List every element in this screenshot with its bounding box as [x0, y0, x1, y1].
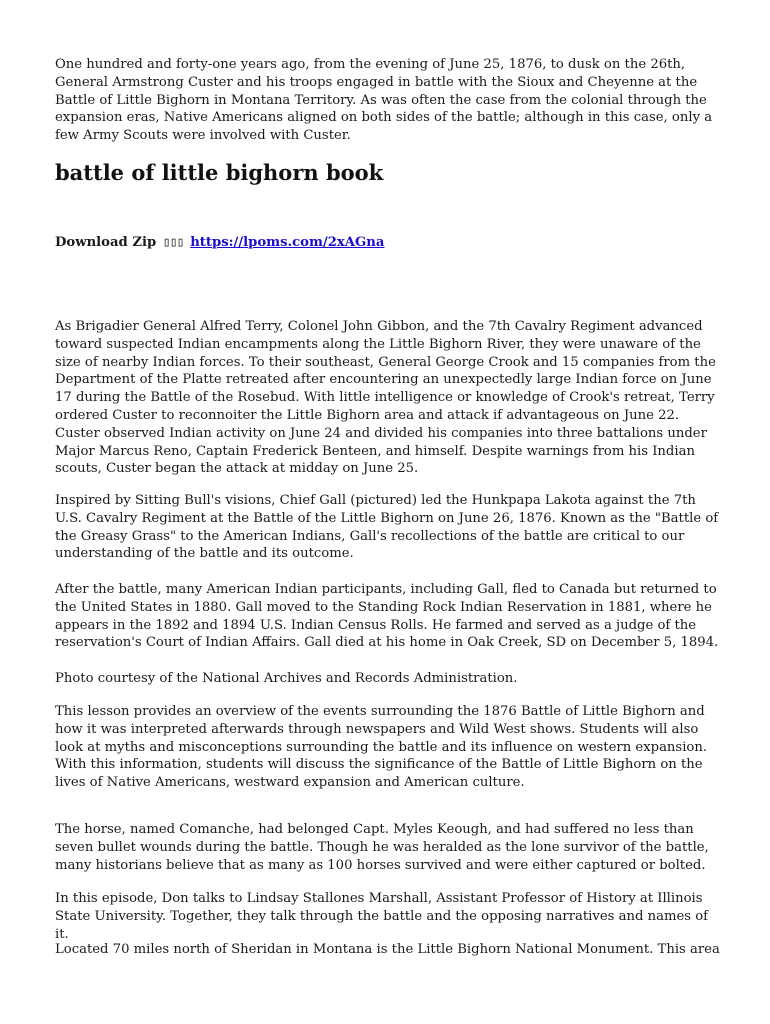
- download-link[interactable]: https://lpoms.com/2xAGna: [190, 235, 385, 250]
- page-title: battle of little bighorn book: [55, 160, 384, 185]
- paragraph-2: Inspired by Sitting Bull's visions, Chief Gall (pictured) led the Hunkpapa Lakota against the 7th U.S. Cavalry Regiment at the Battle of the Little Bighorn on June 26, 1876. Known as the "Battle of the Greasy Grass" to the American Indians, Gall's recollections of the battle are critical to our understanding of the battle and its outcome.: [55, 493, 719, 562]
- download-glyphs: ▯▯▯: [162, 235, 184, 250]
- paragraph-3: After the battle, many American Indian participants, including Gall, fled to Canada but returned to the United States in 1880. Gall moved to the Standing Rock Indian Reservation in 1881, where he appears in the 1892 and 1894 U.S. Indian Census Rolls. He farmed and served as a judge of the reservation's Court of Indian Affairs. Gall died at his home in Oak Creek, SD on December 5, 1894.: [55, 582, 719, 651]
- paragraph-7: In this episode, Don talks to Lindsay Stallones Marshall, Assistant Professor of History at Illinois State University. Together, they talk through the battle and the opposing narratives and names of it.: [55, 891, 709, 942]
- paragraph-1: As Brigadier General Alfred Terry, Colonel John Gibbon, and the 7th Cavalry Regiment advanced toward suspected Indian encampments along the Little Bighorn River, they were unaware of the size of nearby Indian forces. To their southeast, General George Crook and 15 companies from the Department of the Platte retreated after encountering an unexpectedly large Indian force on June 17 during the Battle of the Rosebud. With little intelligence or knowledge of Crook's retreat, Terry ordered Custer to reconnoiter the Little Bighorn area and attack if advantageous on June 22. Custer observed Indian activity on June 24 and divided his companies into three battalions under Major Marcus Reno, Captain Frederick Benteen, and himself. Despite warnings from his Indian scouts, Custer began the attack at midday on June 25.: [55, 319, 716, 477]
- paragraph-5: This lesson provides an overview of the events surrounding the 1876 Battle of Little Bighorn and how it was interpreted afterwards through newspapers and Wild West shows. Students will also look at myths and misconceptions surrounding the battle and its influence on western expansion. With this information, students will discuss the significance of the Battle of Little Bighorn on the lives of Native Americans, westward expansion and American culture.: [55, 704, 708, 791]
- download-line: [55, 234, 384, 252]
- intro-paragraph: One hundred and forty-one years ago, from the evening of June 25, 1876, to dusk on the 26th, General Armstrong Custer and his troops engaged in battle with the Sioux and Cheyenne at the Battle of Little Bighorn in Montana Territory. As was often the case from the colonial through the expansion eras, Native Americans aligned on both sides of the battle; although in this case, only a few Army Scouts were involved with Custer.: [55, 57, 713, 144]
- paragraph-6: The horse, named Comanche, had belonged Capt. Myles Keough, and had suffered no less than seven bullet wounds during the battle. Though he was heralded as the lone survivor of the battle, many historians believe that as many as 100 horses survived and were either captured or bolted.: [55, 822, 709, 873]
- download-label: Download Zip: [55, 235, 157, 250]
- paragraph-8: Located 70 miles north of Sheridan in Montana is the Little Bighorn National Monument. This area: [55, 942, 720, 957]
- paragraph-4: Photo courtesy of the National Archives and Records Administration.: [55, 671, 518, 686]
